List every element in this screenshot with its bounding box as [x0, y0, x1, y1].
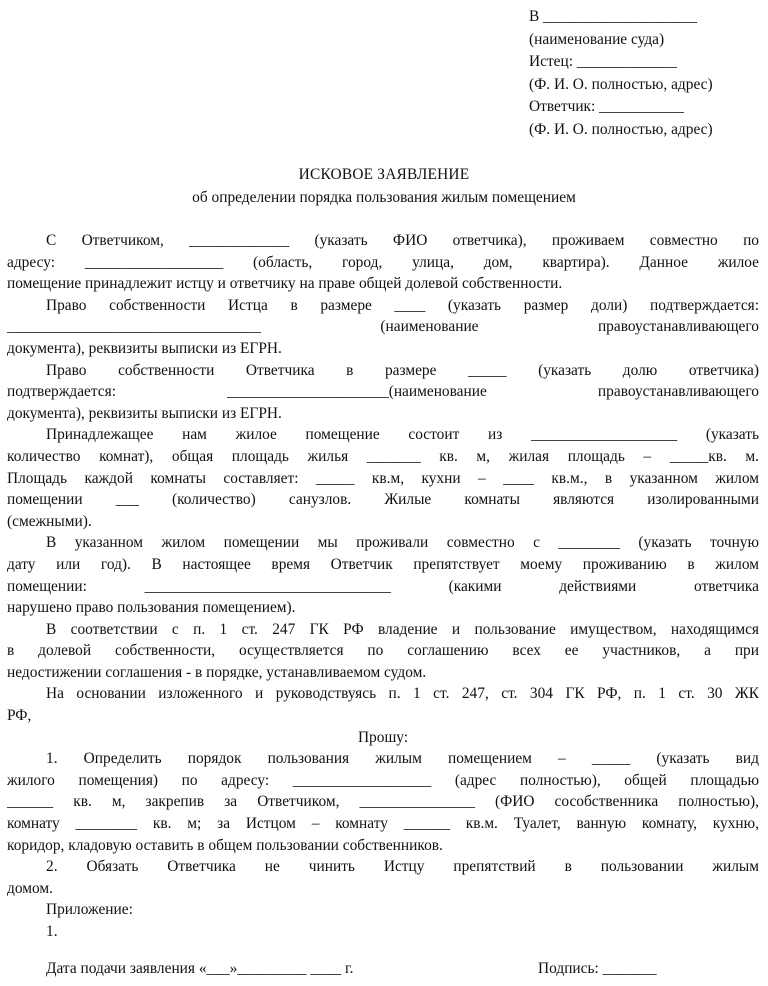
body-line: комнату ________ кв. м; за Истцом – комнату ______ кв.м. Туалет, ванную комнату, кухню, [7, 815, 759, 833]
body-line: _________________________________ (наименование правоустанавливающего [7, 318, 759, 336]
body-line: документа), реквизиты выписки из ЕГРН. [7, 404, 282, 422]
filing-date: Дата подачи заявления «___»_________ ____ г. [46, 960, 354, 977]
plaintiff-hint: (Ф. И. О. полностью, адрес) [529, 75, 713, 93]
body-line: помещении ___ (количество) санузлов. Жилые комнаты являются изолированными [7, 491, 759, 509]
request-heading: Прошу: [357, 728, 409, 746]
document-subtitle: об определении порядка пользования жилым помещением [192, 189, 576, 206]
body-line: ______ кв. м, закрепив за Ответчиком, _______________ (ФИО сособственника полностью), [7, 793, 759, 811]
body-line: адресу: __________________ (область, город, улица, дом, квартира). Данное жилое [7, 253, 759, 271]
body-line: коридор, кладовую оставить в общем пользовании собственников. [7, 836, 443, 854]
body-line: Площадь каждой комнаты составляет: _____ кв.м, кухни – ____ кв.м., в указанном жилом [7, 469, 759, 487]
attachment-item: 1. [46, 923, 58, 940]
body-line: (смежными). [7, 512, 92, 530]
court-hint: (наименование суда) [529, 30, 665, 48]
body-line: В указанном жилом помещении мы проживали совместно с ________ (указать точную [46, 534, 759, 552]
body-line: в долевой собственности, осуществляется по соглашению всех ее участников, а при [7, 642, 759, 660]
footer [46, 958, 758, 980]
document-title: ИСКОВОЕ ЗАЯВЛЕНИЕ [298, 166, 470, 183]
body-line: Право собственности Ответчика в размере _____ (указать долю ответчика) [46, 361, 759, 379]
body-line: документа), реквизиты выписки из ЕГРН. [7, 339, 282, 357]
plaintiff-line: Истец: _____________ [529, 53, 677, 71]
claim-body [7, 230, 759, 943]
body-line: количество комнат), общая площадь жилья _______ кв. м, жилая площадь – _____кв. м. [7, 447, 759, 465]
addressee-header [529, 6, 765, 142]
body-line: недостижении соглашения - в порядке, устанавливаемом судом. [7, 663, 427, 681]
body-line: Право собственности Истца в размере ____ (указать размер доли) подтверждается: [46, 296, 759, 314]
body-line: С Ответчиком, _____________ (указать ФИО ответчика), проживаем совместно по [46, 232, 759, 249]
body-line: В соответствии с п. 1 ст. 247 ГК РФ владение и пользование имуществом, находящимся [46, 620, 759, 638]
request-item: 2. Обязать Ответчика не чинить Истцу препятствий в пользовании жилым [46, 858, 759, 876]
attachments-heading: Приложение: [46, 901, 133, 919]
court-line: В ____________________ [529, 8, 698, 25]
body-line: домом. [7, 879, 53, 897]
body-line: На основании изложенного и руководствуясь п. 1 ст. 247, ст. 304 ГК РФ, п. 1 ст. 30 ЖК [46, 685, 759, 703]
body-line: подтверждается: _____________________(наименование правоустанавливающего [7, 383, 759, 401]
body-line: помещении: ________________________________ (какими действиями ответчика [7, 577, 759, 595]
request-item: 1. Определить порядок пользования жилым помещением – _____ (указать вид [46, 750, 759, 768]
body-line: дату или год). В настоящее время Ответчик препятствует моему проживанию в жилом [7, 555, 759, 573]
defendant-hint: (Ф. И. О. полностью, адрес) [529, 120, 713, 138]
body-line: жилого помещения) по адресу: __________________ (адрес полностью), общей площадью [7, 771, 759, 789]
body-line: нарушено право пользования помещением). [7, 599, 296, 617]
body-line: Принадлежащее нам жилое помещение состоит из ___________________ (указать [46, 426, 759, 444]
signature-line: Подпись: _______ [538, 960, 657, 977]
body-line: РФ, [7, 707, 32, 725]
body-line: помещение принадлежит истцу и ответчику на праве общей долевой собственности. [7, 275, 563, 293]
defendant-line: Ответчик: ___________ [529, 98, 684, 116]
